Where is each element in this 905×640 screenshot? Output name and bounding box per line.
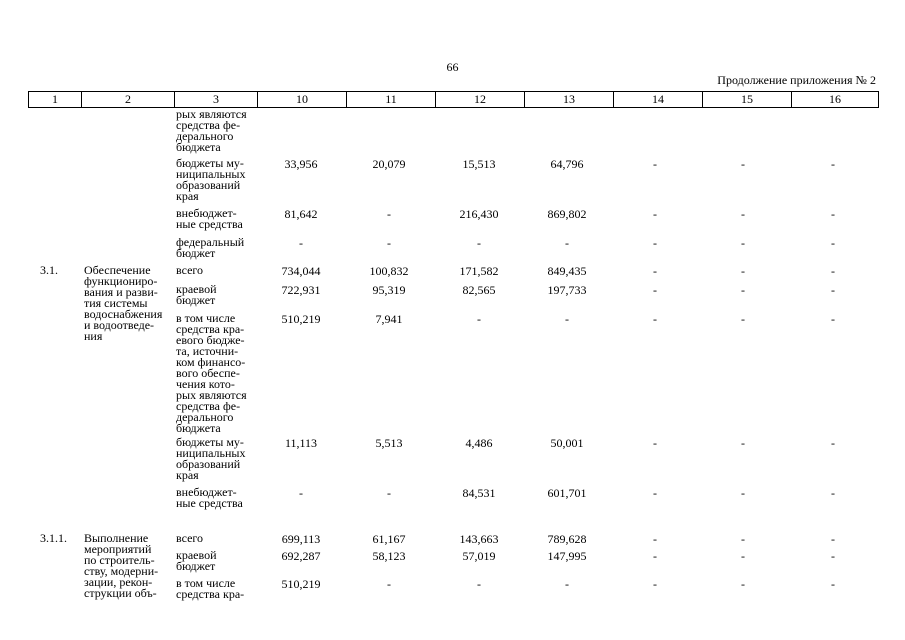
value-cell: - bbox=[565, 236, 569, 250]
value-cell: 64,796 bbox=[550, 157, 584, 171]
row-name: Обеспечение функциониро- вания и разви- тия системы водоснабжения и водоотведе- ния bbox=[84, 263, 163, 343]
value-cell: 15,513 bbox=[462, 157, 496, 171]
value-cell: 5,513 bbox=[375, 436, 403, 450]
column-header: 12 bbox=[436, 92, 525, 108]
value-cell: 789,628 bbox=[547, 532, 587, 546]
value-cell: - bbox=[741, 577, 745, 591]
value-cell: - bbox=[741, 532, 745, 546]
value-cell: - bbox=[831, 549, 835, 563]
funding-source: рых являются средства фе- дерального бюджета bbox=[176, 107, 247, 154]
value-cell: - bbox=[653, 264, 657, 278]
value-cell: - bbox=[741, 236, 745, 250]
value-cell: 58,123 bbox=[372, 549, 406, 563]
value-cell: - bbox=[565, 577, 569, 591]
column-header: 16 bbox=[792, 92, 879, 108]
value-cell: - bbox=[477, 236, 481, 250]
funding-source: всего bbox=[176, 531, 204, 545]
value-cell: 197,733 bbox=[547, 283, 587, 297]
value-cell: 61,167 bbox=[372, 532, 406, 546]
value-cell: 216,430 bbox=[459, 207, 499, 221]
value-cell: - bbox=[741, 264, 745, 278]
value-cell: - bbox=[831, 486, 835, 500]
value-cell: 699,113 bbox=[281, 532, 321, 546]
value-cell: - bbox=[653, 283, 657, 297]
funding-source: внебюджет- ные средства bbox=[176, 206, 243, 231]
value-cell: 11,113 bbox=[284, 436, 318, 450]
value-cell: - bbox=[299, 236, 303, 250]
value-cell: - bbox=[653, 532, 657, 546]
value-cell: 722,931 bbox=[281, 283, 321, 297]
value-cell: - bbox=[653, 207, 657, 221]
value-cell: 50,001 bbox=[550, 436, 584, 450]
value-cell: 147,995 bbox=[547, 549, 587, 563]
funding-source: всего bbox=[176, 263, 204, 277]
value-cell: 510,219 bbox=[281, 312, 321, 326]
column-header: 2 bbox=[82, 92, 175, 108]
value-cell: - bbox=[831, 157, 835, 171]
funding-source: внебюджет- ные средства bbox=[176, 485, 243, 510]
value-cell: - bbox=[387, 486, 391, 500]
row-name: Выполнение мероприятий по строитель- ству, модерни- зации, рекон- струкции объ- bbox=[84, 531, 159, 600]
funding-source: бюджеты му- ниципальных образований края bbox=[176, 435, 246, 482]
value-cell: - bbox=[831, 436, 835, 450]
row-number: 3.1. bbox=[40, 263, 58, 277]
value-cell: 692,287 bbox=[281, 549, 321, 563]
value-cell: 81,642 bbox=[284, 207, 318, 221]
value-cell: - bbox=[653, 236, 657, 250]
column-header: 14 bbox=[614, 92, 703, 108]
value-cell: - bbox=[741, 207, 745, 221]
value-cell: 849,435 bbox=[547, 264, 587, 278]
value-cell: - bbox=[653, 577, 657, 591]
value-cell: - bbox=[831, 577, 835, 591]
value-cell: 82,565 bbox=[462, 283, 496, 297]
value-cell: - bbox=[299, 486, 303, 500]
value-cell: - bbox=[831, 532, 835, 546]
value-cell: 33,956 bbox=[284, 157, 318, 171]
value-cell: - bbox=[741, 157, 745, 171]
value-cell: 57,019 bbox=[462, 549, 496, 563]
value-cell: - bbox=[653, 157, 657, 171]
column-header: 15 bbox=[703, 92, 792, 108]
value-cell: - bbox=[565, 312, 569, 326]
value-cell: - bbox=[741, 312, 745, 326]
value-cell: - bbox=[387, 207, 391, 221]
value-cell: 510,219 bbox=[281, 577, 321, 591]
page-number: 66 bbox=[446, 60, 459, 74]
value-cell: - bbox=[741, 486, 745, 500]
column-header: 3 bbox=[175, 92, 258, 108]
value-cell: 143,663 bbox=[459, 532, 499, 546]
value-cell: - bbox=[653, 486, 657, 500]
value-cell: - bbox=[831, 207, 835, 221]
funding-source: краевой бюджет bbox=[176, 548, 217, 573]
column-header: 11 bbox=[347, 92, 436, 108]
funding-source: в том числе средства кра- bbox=[176, 576, 245, 601]
value-cell: - bbox=[653, 312, 657, 326]
value-cell: 869,802 bbox=[547, 207, 587, 221]
value-cell: - bbox=[831, 283, 835, 297]
value-cell: 601,701 bbox=[547, 486, 587, 500]
value-cell: - bbox=[653, 549, 657, 563]
value-cell: - bbox=[653, 436, 657, 450]
value-cell: - bbox=[387, 577, 391, 591]
value-cell: 4,486 bbox=[465, 436, 493, 450]
column-header: 13 bbox=[525, 92, 614, 108]
value-cell: 734,044 bbox=[281, 264, 321, 278]
value-cell: - bbox=[477, 312, 481, 326]
column-header: 10 bbox=[258, 92, 347, 108]
value-cell: 7,941 bbox=[375, 312, 403, 326]
continuation-label: Продолжение приложения № 2 bbox=[717, 73, 876, 87]
funding-source: бюджеты му- ниципальных образований края bbox=[176, 156, 246, 203]
value-cell: 84,531 bbox=[462, 486, 496, 500]
value-cell: 171,582 bbox=[459, 264, 499, 278]
value-cell: - bbox=[831, 264, 835, 278]
value-cell: 20,079 bbox=[372, 157, 406, 171]
value-cell: - bbox=[741, 283, 745, 297]
value-cell: 100,832 bbox=[369, 264, 409, 278]
funding-source: краевой бюджет bbox=[176, 282, 217, 307]
value-cell: - bbox=[387, 236, 391, 250]
row-number: 3.1.1. bbox=[40, 531, 67, 545]
funding-source: федеральный бюджет bbox=[176, 235, 245, 260]
value-cell: - bbox=[477, 577, 481, 591]
funding-source: в том числе средства кра- евого бюдже- та, источни- ком финансо- вого обеспе- чения кото- рых являются средства фе- дерального бюджета bbox=[176, 311, 247, 435]
value-cell: - bbox=[831, 312, 835, 326]
column-header: 1 bbox=[29, 92, 82, 108]
value-cell: - bbox=[741, 549, 745, 563]
value-cell: 95,319 bbox=[372, 283, 406, 297]
value-cell: - bbox=[741, 436, 745, 450]
value-cell: - bbox=[831, 236, 835, 250]
